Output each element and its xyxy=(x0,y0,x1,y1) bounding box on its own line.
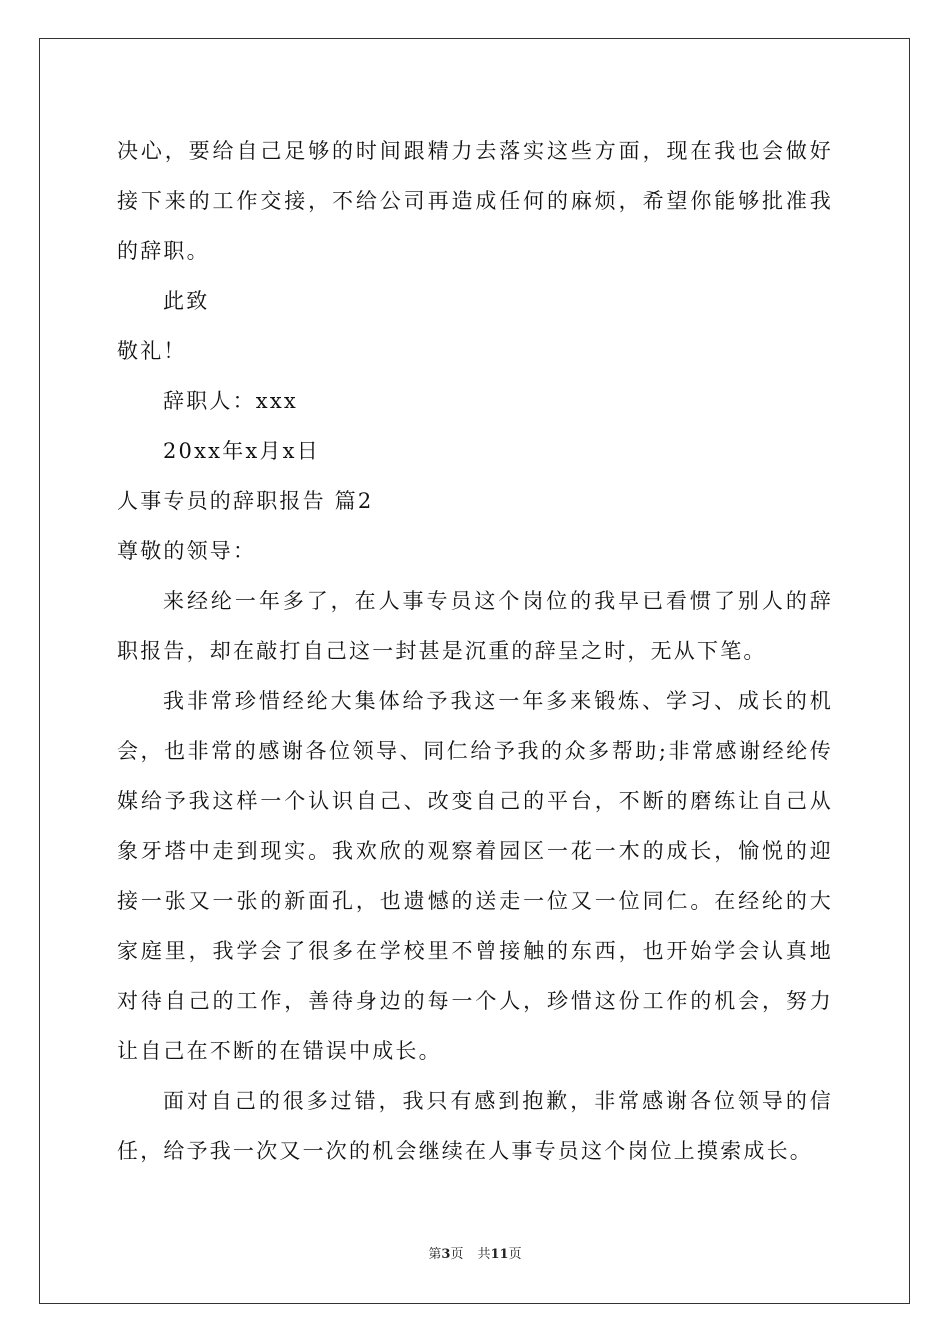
paragraph-closing-text: 决心，要给自己足够的时间跟精力去落实这些方面，现在我也会做好接下来的工作交接，不给公司再造成任何的麻烦，希望你能够批准我的辞职。 xyxy=(117,139,833,263)
letter-greeting: 尊敬的领导： xyxy=(117,539,257,563)
current-page-number: 3 xyxy=(441,1247,451,1262)
total-page-count: 11 xyxy=(490,1247,509,1262)
salutation-jingli: 敬礼！ xyxy=(117,339,187,363)
date-line: 20xx年x月x日 xyxy=(163,439,320,463)
total-suffix: 页 xyxy=(508,1247,522,1262)
document-body xyxy=(117,126,833,1176)
total-prefix: 共 xyxy=(477,1247,491,1262)
page-footer xyxy=(0,1246,950,1264)
page-prefix: 第 xyxy=(428,1247,442,1262)
salutation-cizhi: 此致 xyxy=(163,289,210,313)
page-suffix: 页 xyxy=(450,1247,464,1262)
paragraph-intro: 来经纶一年多了，在人事专员这个岗位的我早已看惯了别人的辞职报告，却在敲打自己这一封甚是沉重的辞呈之时，无从下笔。 xyxy=(117,589,833,663)
paragraph-apology: 面对自己的很多过错，我只有感到抱歉，非常感谢各位领导的信任，给予我一次又一次的机会继续在人事专员这个岗位上摸索成长。 xyxy=(117,1089,833,1163)
signature-line: 辞职人：xxx xyxy=(163,389,298,413)
paragraph-gratitude: 我非常珍惜经纶大集体给予我这一年多来锻炼、学习、成长的机会，也非常的感谢各位领导、同仁给予我的众多帮助;非常感谢经纶传媒给予我这样一个认识自己、改变自己的平台，不断的磨练让自己从象牙塔中走到现实。我欢欣的观察着园区一花一木的成长，愉悦的迎接一张又一张的新面孔，也遗憾的送走一位又一位同仁。在经纶的大家庭里，我学会了很多在学校里不曾接触的东西，也开始学会认真地对待自己的工作，善待身边的每一个人，珍惜这份工作的机会，努力让自己在不断的在错误中成长。 xyxy=(117,689,833,1063)
section-heading: 人事专员的辞职报告 篇2 xyxy=(117,489,374,513)
